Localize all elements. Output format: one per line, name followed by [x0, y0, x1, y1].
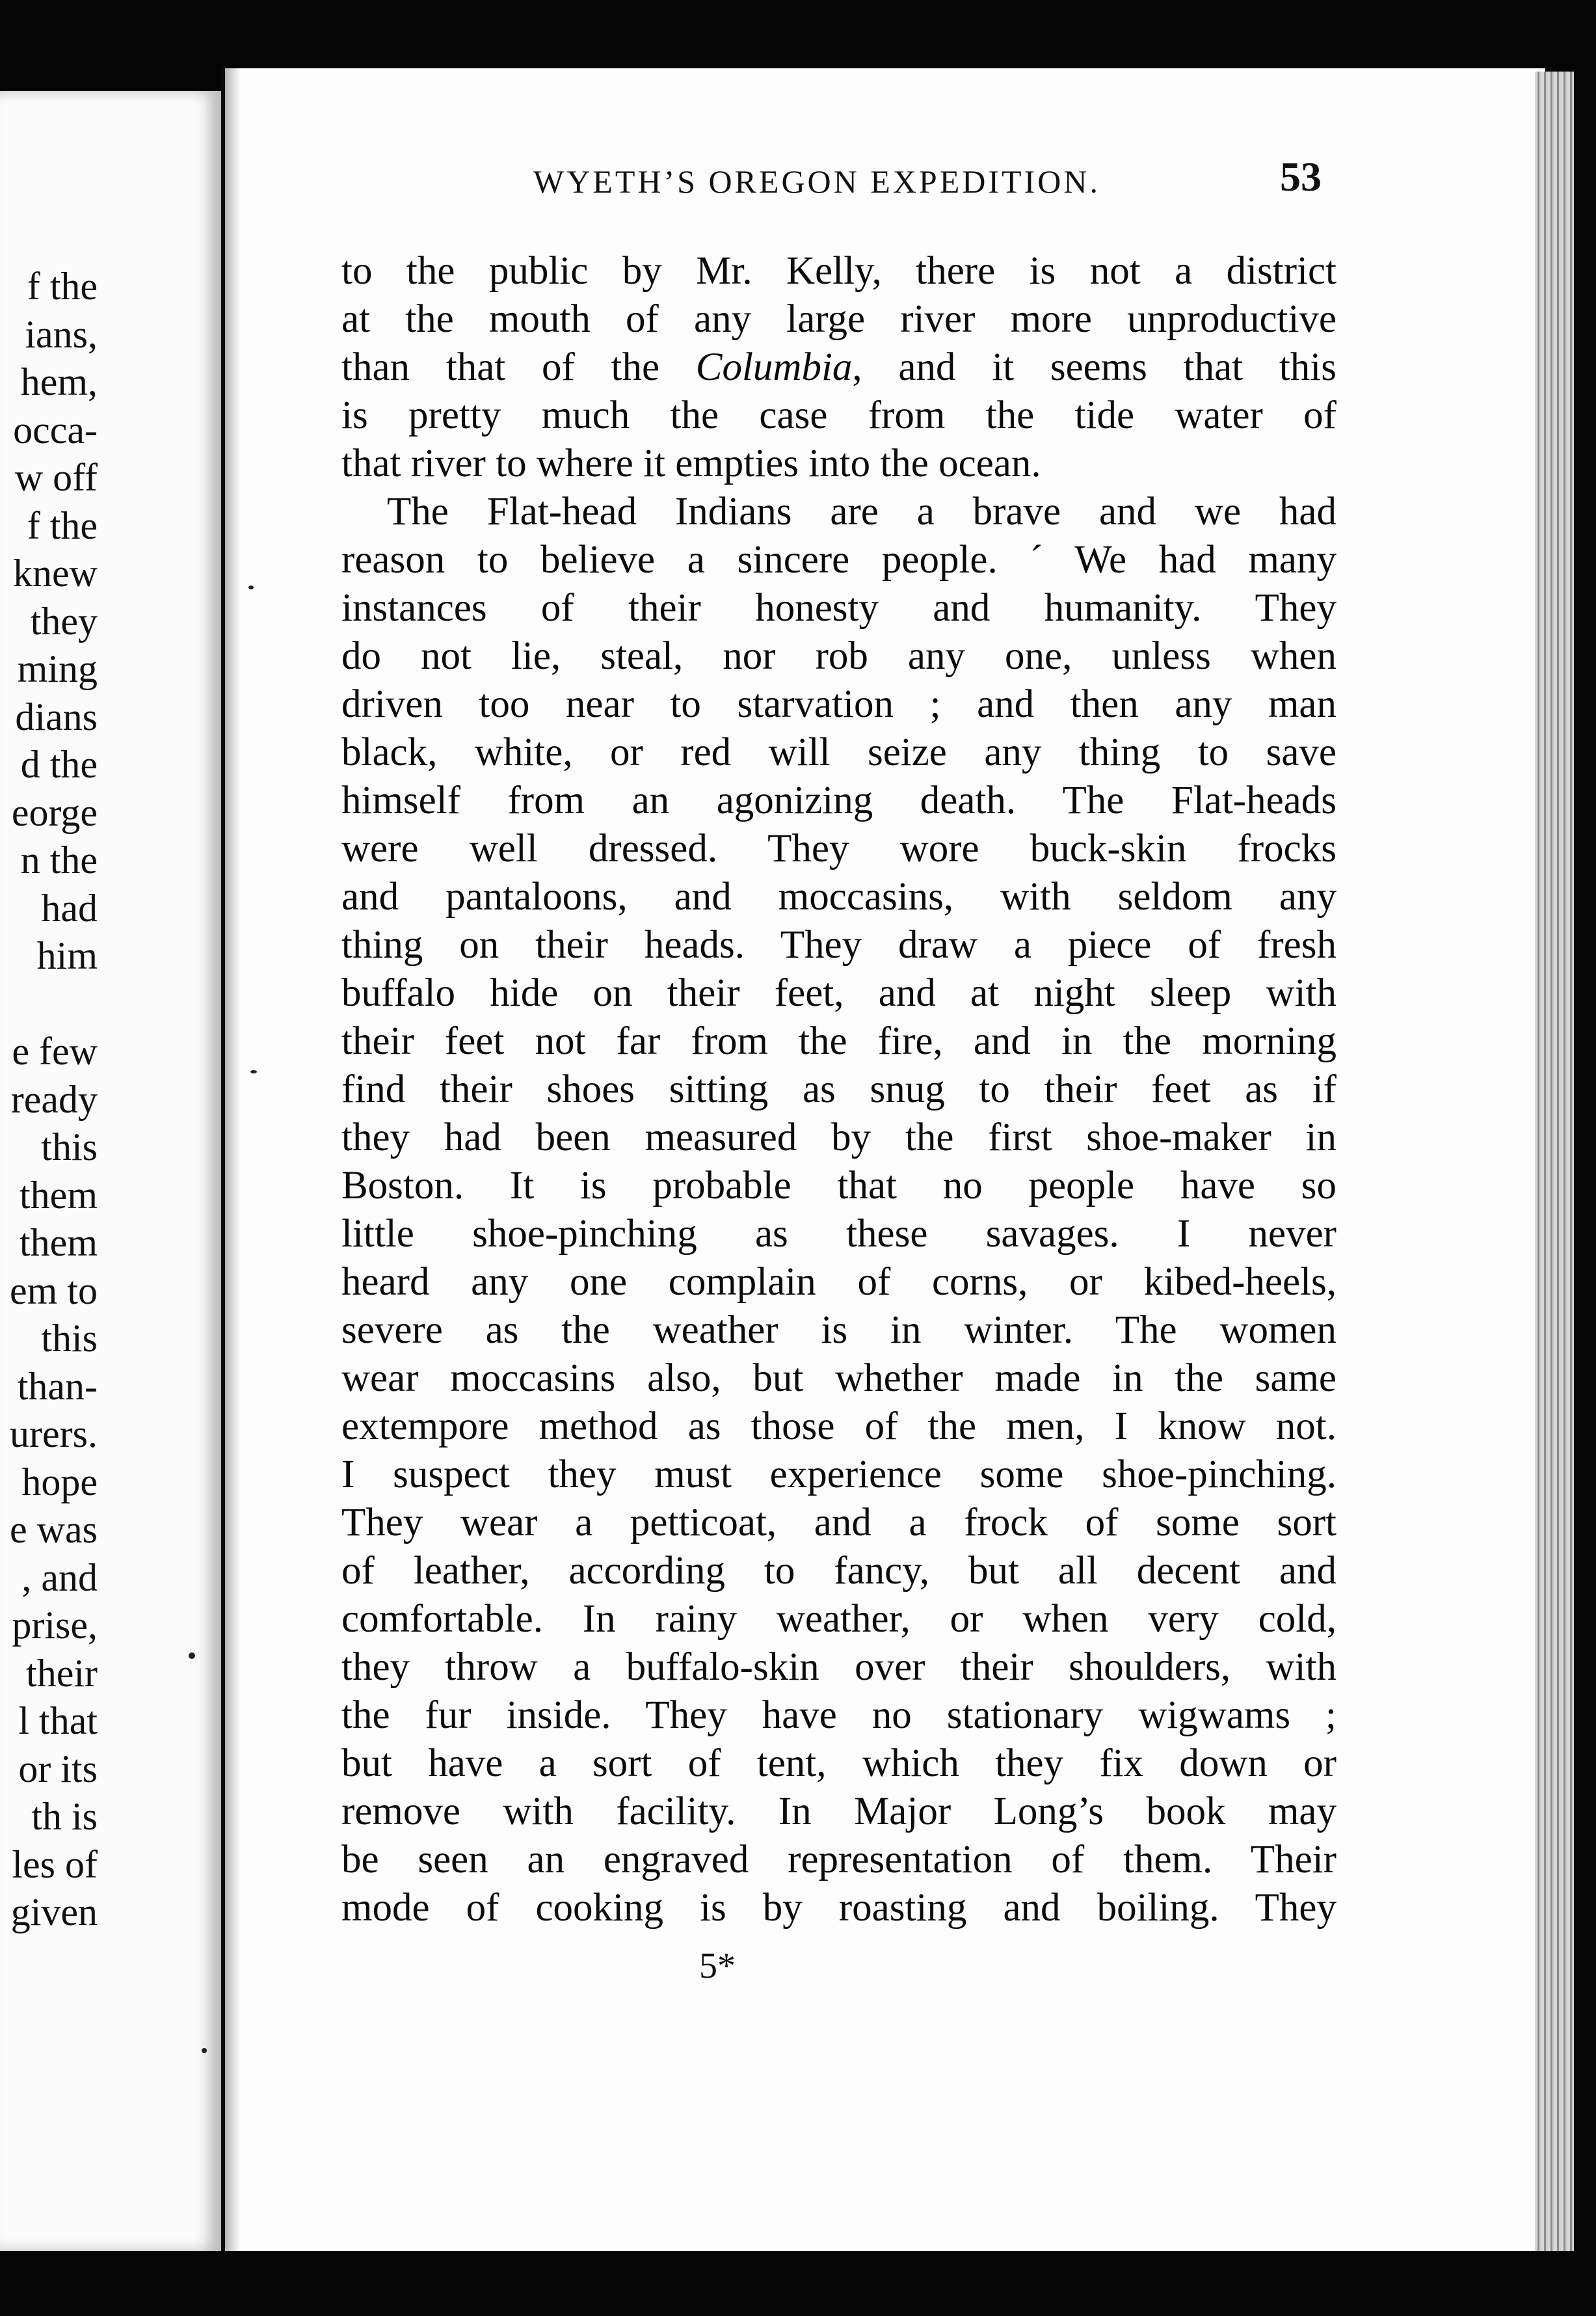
body-line: extempore method as those of the men, I know not. — [341, 1405, 1337, 1448]
left-page-line: th is — [31, 1795, 98, 1838]
left-page-line: they — [30, 599, 98, 643]
body-line: driven too near to starvation ; and then any man — [341, 682, 1337, 726]
body-line: do not lie, steal, nor rob any one, unless when — [341, 634, 1337, 678]
left-page-line: ians, — [25, 312, 98, 356]
body-line: of leather, according to fancy, but all decent and — [341, 1549, 1337, 1593]
signature-mark: 5* — [699, 1946, 736, 1986]
left-page-line: , and — [21, 1555, 98, 1599]
left-page-line: e few — [12, 1030, 98, 1073]
left-page-line: n the — [20, 839, 98, 882]
body-line: be seen an engraved representation of them. Their — [341, 1838, 1337, 1881]
left-page-line: them — [20, 1221, 98, 1264]
left-page-line: hem, — [20, 360, 98, 403]
body-line: black, white, or red will seize any thing to save — [341, 731, 1337, 774]
left-page-line: this — [41, 1317, 98, 1360]
page-number: 53 — [1280, 154, 1322, 200]
left-page-line: their — [26, 1651, 98, 1695]
left-page-line: ming — [17, 647, 98, 690]
body-line: I suspect they must experience some shoe-pinching. — [341, 1453, 1337, 1496]
body-line: Boston. It is probable that no people have so — [341, 1164, 1337, 1207]
running-head: WYETH’S OREGON EXPEDITION. — [533, 163, 1100, 200]
left-page-line: d the — [20, 743, 98, 786]
left-page-line: than- — [17, 1364, 98, 1408]
body-line: reason to believe a sincere people. ´ We had many — [341, 538, 1337, 582]
body-line: They wear a petticoat, and a frock of some sort — [341, 1501, 1337, 1544]
body-line: at the mouth of any large river more unproductive — [341, 297, 1337, 341]
body-line: instances of their honesty and humanity. They — [341, 586, 1337, 630]
body-line: and pantaloons, and moccasins, with seldom any — [341, 875, 1337, 919]
body-line: comfortable. In rainy weather, or when very cold, — [341, 1597, 1337, 1641]
left-page — [0, 91, 226, 2251]
left-page-line: him — [36, 934, 98, 977]
body-line: they throw a buffalo-skin over their shoulders, with — [341, 1645, 1337, 1689]
body-line: wear moccasins also, but whether made in the same — [341, 1356, 1337, 1400]
left-page-line: knew — [13, 552, 98, 595]
left-page-line: les of — [12, 1842, 98, 1886]
left-page-line: e was — [10, 1508, 98, 1551]
left-page-line: had — [41, 886, 98, 930]
body-line: were well dressed. They wore buck-skin frocks — [341, 827, 1337, 870]
left-page-line: occa- — [13, 408, 98, 451]
body-line: that river to where it empties into the ocean. — [341, 442, 1041, 485]
body-line: thing on their heads. They draw a piece of fresh — [341, 923, 1337, 967]
body-line: the fur inside. They have no stationary wigwams ; — [341, 1693, 1337, 1737]
left-page-line: them — [20, 1173, 98, 1217]
left-page-line: f the — [27, 504, 98, 547]
left-page-line: eorge — [11, 790, 98, 834]
left-page-line: ready — [10, 1077, 98, 1121]
left-page-line: urers. — [10, 1412, 98, 1455]
body-text — [341, 247, 1337, 1932]
left-page-line: given — [10, 1891, 98, 1933]
body-line: himself from an agonizing death. The Flat-heads — [341, 779, 1337, 822]
left-page-line: em to — [10, 1269, 98, 1312]
body-line: is pretty much the case from the tide water of — [341, 394, 1337, 437]
left-page-line: prise, — [12, 1604, 98, 1647]
spine-shadow — [221, 68, 241, 2251]
margin-dot — [189, 1652, 195, 1659]
body-line: heard any one complain of corns, or kibed-heels, — [341, 1260, 1337, 1304]
left-page-line: or its — [18, 1747, 98, 1790]
left-page-line: this — [41, 1125, 98, 1168]
left-page-text — [0, 91, 221, 2251]
margin-dot — [248, 586, 254, 589]
body-line: severe as the weather is in winter. The women — [341, 1308, 1337, 1352]
body-line: find their shoes sitting as snug to their feet as if — [341, 1068, 1337, 1111]
body-line: remove with facility. In Major Long’s book may — [341, 1790, 1337, 1833]
page-edge — [1535, 72, 1574, 2251]
left-page-line: f the — [27, 265, 98, 308]
margin-dot — [250, 1070, 257, 1073]
body-line: little shoe-pinching as these savages. I never — [341, 1212, 1337, 1256]
body-line: but have a sort of tent, which they fix down or — [341, 1742, 1337, 1785]
body-line: than that of the Columbia, and it seems that this — [341, 345, 1337, 389]
body-line: mode of cooking is by roasting and boiling. They — [341, 1886, 1337, 1930]
body-line: they had been measured by the first shoe-maker in — [341, 1116, 1337, 1159]
left-page-line: dians — [15, 695, 98, 738]
body-line: buffalo hide on their feet, and at night sleep with — [341, 971, 1337, 1015]
margin-dot — [202, 2048, 207, 2053]
left-page-line: l that — [18, 1699, 98, 1742]
body-line: their feet not far from the fire, and in the morning — [341, 1019, 1337, 1063]
body-line: The Flat-head Indians are a brave and we had — [387, 490, 1337, 533]
body-line: to the public by Mr. Kelly, there is not a district — [341, 249, 1337, 293]
left-page-line: hope — [21, 1460, 98, 1503]
left-page-line: w off — [14, 456, 98, 499]
